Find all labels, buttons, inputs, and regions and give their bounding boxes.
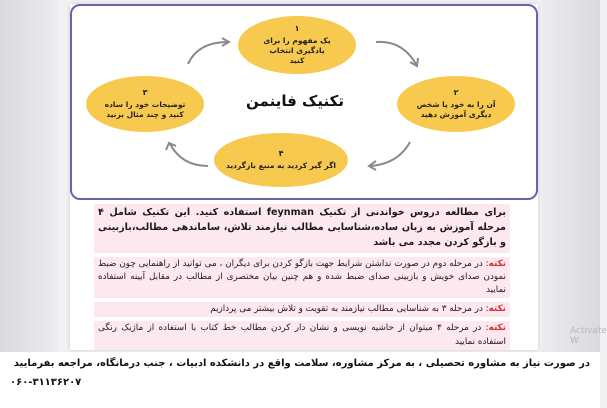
arrow-bottom-right-icon [364,138,416,172]
note-3-body: : در مرحله ۴ میتوان از حاشیه نویسی و نشان دار کردن مطالب خط کتاب با استفاده از ماژیک رنگی استفاده نمایید [98,323,506,347]
diagram-title: تکنیک فاینمن [246,92,344,110]
step-1-node [238,16,356,74]
note-3 [94,321,510,349]
note-1-body: : در مرحله دوم در صورت نداشتن شرایط جهت بازگو کردن برای دیگران ، می توانید از راهنمایی چون ضبط نمودن صدای خویش و بازبینی صدای ضبط شده و هم چنین بیان مختصری از مطالب در مقابل آیینه استفاده نمایید [98,258,506,295]
background-right-panel [542,0,600,360]
step-4-node [214,133,348,187]
arrow-bottom-left-icon [164,138,214,172]
step-1-line-2: یادگیری انتخاب [269,45,325,55]
step-3-node [86,76,204,132]
arrow-top-left-icon [184,36,236,70]
note-2 [94,302,510,317]
bottom-caption [0,352,600,408]
arrow-top-right-icon [372,36,422,70]
main-paragraph: برای مطالعه دروس خواندنی از تکنیک feynman استفاده کنید. این تکنیک شامل ۴ مرحله آموزش به زبان ساده،شناسایی مطالب نیازمند تلاش، ساماندهی مطالب،بازبینی و بازگو کردن مجدد می باشد [94,204,510,253]
step-2-line-2: دیگری آموزش دهید [420,109,492,119]
step-2-number: ۲ [453,87,459,97]
step-3-number: ۳ [142,87,148,97]
caption-line-1: در صورت نیاز به مشاوره تحصیلی ، به مرکز مشاوره، سلامت واقع در دانشکده ادبیات ، جنب درمانگاه، مراجعه بفرمایید [13,358,590,369]
activation-watermark: Activate W [570,326,607,346]
step-2-line-1: آن را به خود یا شخص [416,99,496,109]
background-left-panel [0,0,58,360]
note-2-label: نکته [488,304,506,315]
caption-phone: ۰۶۰-۳۱۱۳۶۲۰۷ [10,377,82,388]
slide [70,4,607,350]
explanation-text [94,204,510,350]
step-1-number: ۱ [294,23,300,33]
note-3-label: نکته [488,323,506,334]
step-4-line-1: اگر گیر کردید به منبع بازگردید [226,160,336,170]
step-4-number: ۴ [278,149,284,159]
note-1 [94,257,510,299]
feynman-diagram [70,4,538,200]
step-3-line-2: کنید و چند مثال بزنید [106,109,184,119]
step-3-line-1: توضیحات خود را ساده [104,99,186,109]
note-2-body: : در مرحله ۳ به شناسایی مطالب نیازمند به تقویت و تلاش بیشتر می پردازیم [210,304,489,315]
step-1-line-1: یک مفهوم را برای [263,35,331,45]
step-1-line-3: کنید [289,55,305,65]
step-2-node [397,76,515,132]
note-1-label: نکته [488,258,506,269]
